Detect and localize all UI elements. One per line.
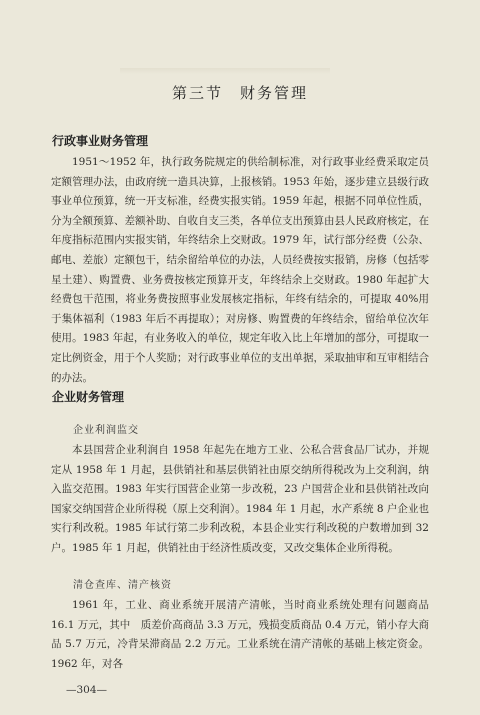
section-title: 第三节 财务管理 xyxy=(171,84,308,102)
heading-admin-finance: 行政事业财务管理 xyxy=(52,134,149,148)
paragraph-admin-finance: 1951～1952 年，执行政务院规定的供给制标准，对行政事业经费采取定员定额管理办法，由政府统一造具决算，上报核销。1953 年始，逐步建立县级行政事业单位预算，统一开支标准，经费实报实销。1959 年起，根据不同单位性质，分为全额预算、差额补助、自收自支三类，各单位支出预算由县人民政府核定，在年度指标范围内实报实销，年终结余上交财政。1979 年，试行部分经费（公杂、邮电、差旅）定额包干，结余留给单位的办法，人员经费按实报销，房修（包括零星土建）、购置费、业务费按核定预算开支，年终结余上交财政。1980 年起扩大经费包干范围，将业务费按照事业发展核定指标，年终有结余的，可提取 40%用于集体福利（1983 年后不再提取）；对房修、购置费的年终结余，留给单位次年使用。1983 年起，有业务收入的单位，规定年收入比上年增加的部分，可提取一定比例资金，用于个人奖励；对行政事业单位的支出单据，采取抽审和互审相结合的办法。 xyxy=(51,156,429,384)
show-through-band xyxy=(120,68,330,74)
paragraph-inventory-check: 1961 年，工业、商业系统开展清产清帐，当时商业系统处理有问题商品 16.1 万元，其中 质差价高商品 3.3 万元，残损变质商品 0.4 万元，销小存大商品 5.7 万元，冷背呆滞商品 2.2 万元。工业系统在清产清帐的基础上核定资金。1962 年，对各 xyxy=(51,599,429,670)
subheading-inventory-check: 清仓查库、清产核资 xyxy=(73,580,172,591)
page-number: —304— xyxy=(66,684,108,696)
paragraph-profit-collection: 本县国营企业利润自 1958 年起先在地方工业、公私合营食品厂试办，并规定从 1958 年 1 月起，县供销社和基层供销社由原交纳所得税改为上交利润，纳入监交范围。1983 年实行国营企业第一步改税，23 户国营企业和县供销社改向国家交纳国营企业所得税（原上交利润）。1984 年 1 月起，水产系统 8 户企业也实行利改税。1985 年试行第二步利改税，本县企业实行利改税的户数增加到 32 户。1985 年 1 月起，供销社由于经济性质改变，又改交集体企业所得税。 xyxy=(51,444,429,554)
subheading-profit-collection: 企业利润监交 xyxy=(73,425,139,436)
heading-enterprise-finance: 企业财务管理 xyxy=(52,390,125,404)
